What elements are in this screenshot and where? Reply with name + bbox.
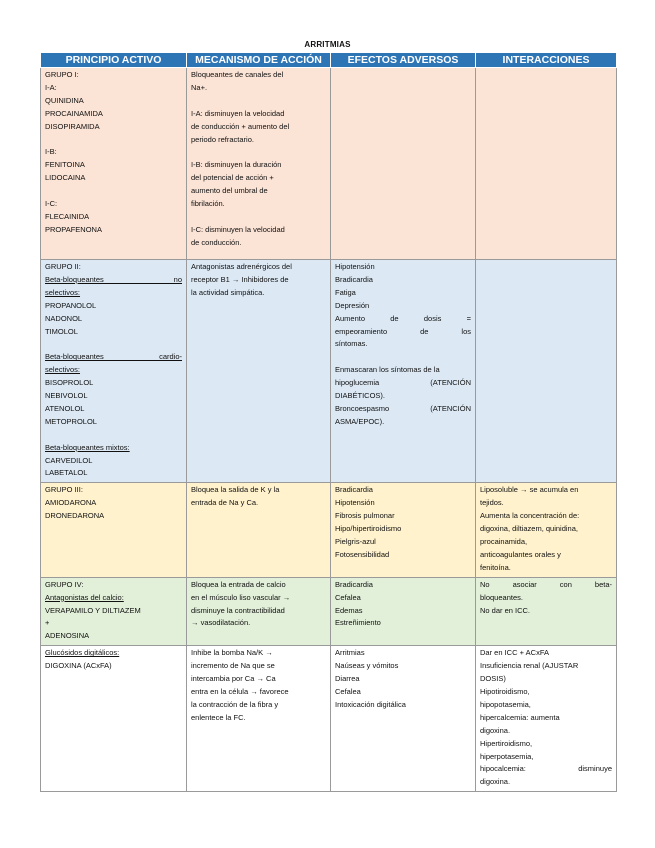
cell-line: LIDOCAINA — [45, 173, 86, 183]
cell-line: Cefalea — [335, 686, 361, 696]
cell-line: hipopotasemia, — [480, 699, 531, 709]
cell-line: digoxina. — [480, 725, 511, 735]
cell-line: Beta-bloqueantes mixtos: — [45, 442, 130, 452]
cell-line: METOPROLOL — [45, 416, 97, 426]
cell-line: Glucósidos digitálicos: — [45, 648, 120, 658]
cell-line: Bradicardia — [335, 274, 373, 284]
table-row-grupo-i — [41, 68, 617, 260]
cell-line: Bloquea la entrada de calcio — [191, 579, 286, 589]
cell-line: No dar en ICC. — [480, 605, 531, 615]
header-principio-activo: PRINCIPIO ACTIVO — [41, 53, 187, 68]
blank-line — [191, 146, 326, 159]
cell-line: procainamida, — [480, 537, 528, 546]
blank-line — [191, 211, 326, 224]
cell-line: I-B: disminuyen la duración — [191, 160, 282, 170]
cell-line: tejidos. — [480, 498, 504, 508]
cell-line: aumento del umbral de — [191, 186, 268, 196]
cell-line: de conducción + aumento del — [191, 121, 290, 131]
cell-line: Beta-bloqueantes cardio- — [45, 352, 182, 362]
arrhythmia-drug-table — [40, 52, 617, 792]
cell-line: fibrilación. — [191, 199, 225, 209]
cell-line: I-A: disminuyen la velocidad — [191, 108, 285, 118]
cell-line: Arritmias — [335, 648, 365, 658]
cell-line: Insuficiencia renal (AJUSTAR — [480, 661, 579, 671]
cell-line: entra en la célula → favorece — [191, 686, 289, 696]
cell-glucosidos-digitalicos-mecanismo — [187, 646, 331, 792]
cell-grupo-ii-principio — [41, 260, 187, 483]
cell-line: Hipotensión — [335, 262, 375, 271]
cell-line: DRONEDARONA — [45, 511, 105, 521]
cell-line: Inhibe la bomba Na/K → — [191, 648, 273, 658]
cell-line: periodo refractario. — [191, 134, 254, 144]
blank-line — [45, 185, 182, 198]
cell-line: ADENOSINA — [45, 631, 90, 641]
cell-line: Fibrosis pulmonar — [335, 511, 395, 521]
cell-line: Aumento de dosis = — [335, 313, 471, 323]
cell-line: I-C: disminuyen la velocidad — [191, 224, 285, 234]
cell-line: Hipo/hipertiroidismo — [335, 524, 402, 534]
blank-line — [45, 429, 182, 442]
cell-line: Fotosensibilidad — [335, 549, 390, 559]
cell-line: Naúseas y vómitos — [335, 661, 399, 671]
cell-line: Aumenta la concentración de: — [480, 511, 580, 521]
cell-line: DISOPIRAMIDA — [45, 121, 100, 131]
cell-grupo-iv-interacciones — [476, 577, 617, 646]
cell-line: Hipertiroidismo, — [480, 738, 533, 748]
cell-grupo-ii-mecanismo — [187, 260, 331, 483]
table-header-row — [41, 53, 617, 68]
document-title: ARRITMIAS — [304, 40, 351, 49]
cell-line: PROPANOLOL — [45, 300, 97, 310]
cell-line: PROCAINAMIDA — [45, 108, 103, 118]
cell-line: Diarrea — [335, 674, 360, 684]
blank-line — [191, 95, 326, 108]
table-row-grupo-iii — [41, 483, 617, 577]
cell-line: QUINIDINA — [45, 95, 84, 105]
cell-grupo-i-interacciones — [476, 68, 617, 260]
cell-line: la contracción de la fibra y — [191, 699, 279, 709]
cell-line: Liposoluble → se acumula en — [480, 485, 579, 495]
cell-grupo-iv-efectos — [331, 577, 476, 646]
cell-line: Estreñimiento — [335, 618, 381, 628]
cell-line: Beta-bloqueantes no — [45, 274, 182, 284]
cell-line: Hipotiroidismo, — [480, 686, 530, 696]
cell-grupo-i-principio — [41, 68, 187, 260]
cell-line: No asociar con beta- — [480, 579, 612, 589]
cell-line: fenitoína. — [480, 562, 511, 572]
cell-line: entrada de Na y Ca. — [191, 498, 259, 508]
cell-line: Edemas — [335, 605, 363, 615]
cell-line: TIMOLOL — [45, 326, 78, 336]
cell-line: LABETALOL — [45, 468, 88, 478]
cell-line: I-C: — [45, 199, 58, 209]
cell-grupo-iii-efectos — [331, 483, 476, 577]
cell-grupo-i-efectos — [331, 68, 476, 260]
blank-line — [45, 338, 182, 351]
cell-line: Pielgris-azul — [335, 537, 376, 546]
cell-grupo-iii-interacciones — [476, 483, 617, 577]
cell-line: Depresión — [335, 300, 370, 310]
cell-line: bloqueantes. — [480, 592, 523, 602]
cell-line: Bloquea la salida de K y la — [191, 485, 280, 495]
cell-line: Fatiga — [335, 287, 356, 297]
cell-line: GRUPO III: — [45, 485, 83, 495]
cell-line: CARVEDILOL — [45, 455, 93, 465]
cell-line: Na+. — [191, 82, 208, 92]
cell-grupo-iii-mecanismo — [187, 483, 331, 577]
cell-grupo-iv-principio — [41, 577, 187, 646]
cell-line: selectivos: — [45, 365, 81, 375]
cell-line: anticoagulantes orales y — [480, 549, 561, 559]
cell-line: FLECAINIDA — [45, 211, 90, 221]
cell-line: digoxina, diltiazem, quinidina, — [480, 524, 578, 534]
cell-line: Hipotensión — [335, 498, 375, 508]
cell-line: NEBIVOLOL — [45, 391, 88, 401]
cell-line: + — [45, 618, 50, 628]
cell-grupo-iv-mecanismo — [187, 577, 331, 646]
cell-line: ATENOLOL — [45, 403, 85, 413]
cell-line: AMIODARONA — [45, 498, 97, 508]
cell-line: Bradicardia — [335, 579, 373, 589]
cell-line: GRUPO II: — [45, 262, 81, 271]
cell-line: DIGOXINA (ACxFA) — [45, 661, 112, 671]
table-row-grupo-iv — [41, 577, 617, 646]
cell-line: del potencial de acción + — [191, 173, 274, 183]
cell-line: de conducción. — [191, 237, 242, 247]
cell-line: hipercalcemia: aumenta — [480, 712, 560, 722]
cell-glucosidos-digitalicos-interacciones — [476, 646, 617, 792]
cell-line: Enmascaran los síntomas de la — [335, 365, 440, 375]
blank-line — [335, 351, 471, 364]
cell-line: → vasodilatación. — [191, 618, 251, 628]
cell-line: Antagonistas adrenérgicos del — [191, 262, 292, 271]
cell-line: Cefalea — [335, 592, 361, 602]
cell-line: hiperpotasemia, — [480, 751, 534, 761]
cell-line: intercambia por Ca → Ca — [191, 674, 276, 684]
cell-line: empeoramiento de los — [335, 326, 471, 336]
cell-line: GRUPO IV: — [45, 579, 84, 589]
cell-grupo-i-mecanismo — [187, 68, 331, 260]
cell-grupo-ii-efectos — [331, 260, 476, 483]
cell-line: Bloqueantes de canales del — [191, 70, 284, 79]
header-mecanismo-accion: MECANISMO DE ACCIÓN — [187, 53, 331, 68]
cell-line: enlentece la FC. — [191, 712, 246, 722]
cell-line: incremento de Na que se — [191, 661, 275, 671]
cell-line: I-A: — [45, 82, 57, 92]
blank-line — [45, 134, 182, 147]
cell-line: NADONOL — [45, 313, 83, 323]
cell-line: receptor B1 → Inhibidores de — [191, 274, 289, 284]
cell-line: DIABÉTICOS). — [335, 391, 386, 401]
cell-line: Bradicardia — [335, 485, 373, 495]
cell-line: selectivos: — [45, 287, 81, 297]
cell-line: VERAPAMILO Y DILTIAZEM — [45, 605, 141, 615]
cell-line: GRUPO I: — [45, 70, 79, 79]
cell-glucosidos-digitalicos-efectos — [331, 646, 476, 792]
header-interacciones: INTERACCIONES — [476, 53, 617, 68]
cell-line: BISOPROLOL — [45, 378, 94, 388]
cell-line: Broncoespasmo (ATENCIÓN — [335, 403, 471, 413]
cell-line: Intoxicación digitálica — [335, 699, 406, 709]
cell-line: en el músculo liso vascular → — [191, 592, 291, 602]
cell-line: la actividad simpática. — [191, 287, 265, 297]
cell-line: hipoglucemia (ATENCIÓN — [335, 378, 471, 388]
cell-line: ASMA/EPOC). — [335, 416, 385, 426]
cell-line: Dar en ICC + ACxFA — [480, 648, 549, 658]
cell-line: PROPAFENONA — [45, 224, 102, 234]
cell-line: disminuye la contractibilidad — [191, 605, 285, 615]
cell-line: digoxina. — [480, 777, 511, 787]
table-row-glucosidos-digitalicos — [41, 646, 617, 792]
cell-line: hipocalcemia: disminuye — [480, 764, 612, 774]
cell-line: FENITOINA — [45, 160, 85, 170]
cell-glucosidos-digitalicos-principio — [41, 646, 187, 792]
cell-line: síntomas. — [335, 339, 368, 349]
cell-line: DOSIS) — [480, 674, 506, 684]
cell-grupo-iii-principio — [41, 483, 187, 577]
cell-line: Antagonistas del calcio: — [45, 592, 124, 602]
table-row-grupo-ii — [41, 260, 617, 483]
cell-grupo-ii-interacciones — [476, 260, 617, 483]
cell-line: I-B: — [45, 147, 57, 157]
header-efectos-adversos: EFECTOS ADVERSOS — [331, 53, 476, 68]
